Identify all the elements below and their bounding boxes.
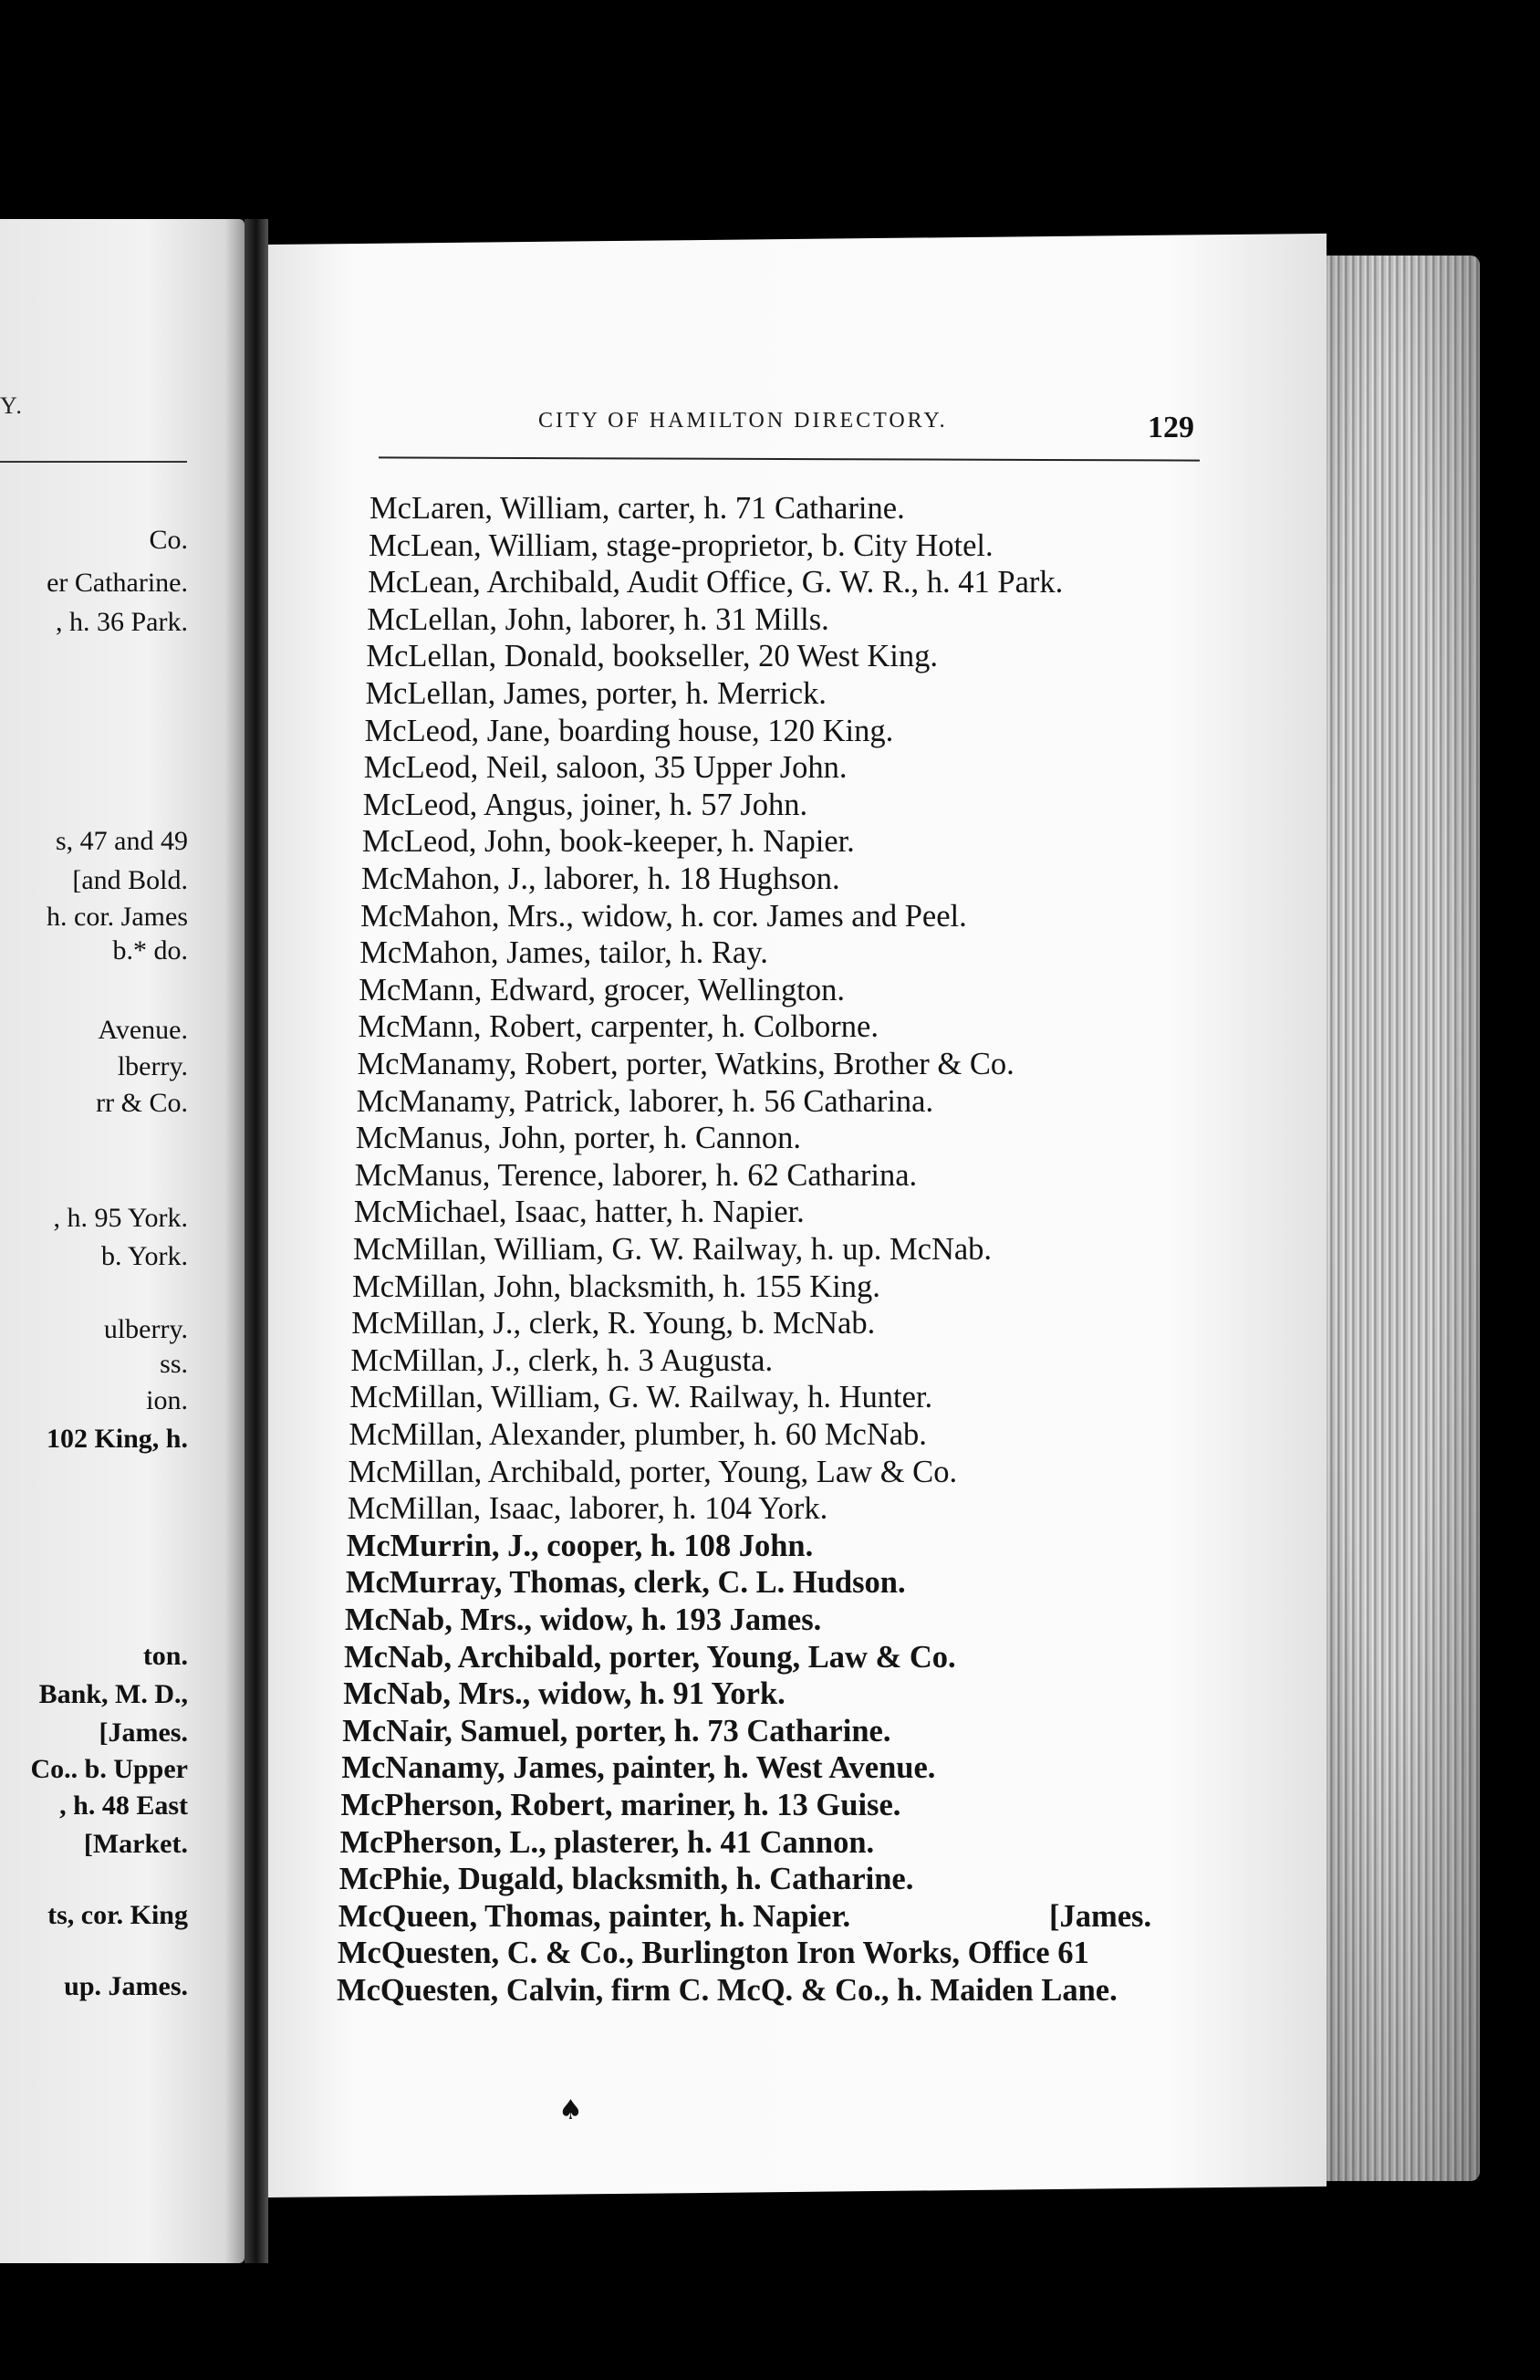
left-page-line: Co.. b. Upper (30, 1754, 188, 1784)
directory-entry: McLeod, Angus, joiner, h. 57 John. (362, 787, 808, 822)
left-page-line: 102 King, h. (46, 1424, 188, 1454)
directory-entry: McNair, Samuel, porter, h. 73 Catharine. (342, 1713, 891, 1748)
left-page-line: , h. 48 East (59, 1790, 188, 1821)
directory-entry: McLeod, Neil, saloon, 35 Upper John. (363, 750, 848, 786)
directory-entry: McManamy, Robert, porter, Watkins, Brother & Co. (357, 1047, 1015, 1081)
left-page-line: h. cor. James (47, 902, 188, 932)
directory-entry: McLellan, Donald, bookseller, 20 West King. (366, 639, 939, 674)
left-page-line: ion. (146, 1385, 188, 1415)
directory-entry: McPherson, Robert, mariner, h. 13 Guise. (340, 1788, 901, 1822)
directory-entry: McMann, Edward, grocer, Wellington. (359, 972, 845, 1007)
directory-entry: McQueen, Thomas, painter, h. Napier. (338, 1898, 851, 1934)
directory-entry: McManamy, Patrick, laborer, h. 56 Catharina. (356, 1083, 934, 1119)
directory-entry: McMahon, James, tailor, h. Ray. (359, 935, 768, 971)
directory-entry: McMurray, Thomas, clerk, C. L. Hudson. (345, 1565, 906, 1601)
printer-ornament: ♠ (558, 2094, 583, 2126)
directory-entry: McNab, Mrs., widow, h. 91 York. (343, 1676, 786, 1712)
left-page-line: [and Bold. (72, 865, 188, 895)
directory-entry: McMillan, William, G. W. Railway, h. up. McNab. (353, 1232, 993, 1267)
directory-entry: McLellan, John, laborer, h. 31 Mills. (367, 601, 829, 637)
directory-entry: McMichael, Isaac, hatter, h. Napier. (353, 1195, 805, 1230)
left-page-line: [James. (99, 1717, 188, 1748)
directory-entry: McMillan, Archibald, porter, Young, Law & Co. (348, 1454, 958, 1489)
directory-entry: McMillan, William, G. W. Railway, h. Hunter. (349, 1380, 933, 1415)
directory-entry: McNab, Mrs., widow, h. 193 James. (345, 1602, 822, 1637)
directory-entry: McMillan, J., clerk, h. 3 Augusta. (350, 1342, 774, 1378)
directory-entry: McMillan, Isaac, laborer, h. 104 York. (347, 1491, 828, 1527)
directory-entry: McMurrin, J., cooper, h. 108 John. (346, 1528, 814, 1563)
directory-entry: McManus, Terence, laborer, h. 62 Catharina. (354, 1157, 918, 1193)
left-page-line: [Market. (83, 1829, 188, 1859)
directory-entry: McMillan, John, blacksmith, h. 155 King. (352, 1268, 880, 1304)
directory-entry: McQuesten, Calvin, firm C. McQ. & Co., h. Maiden Lane. (337, 1973, 1118, 2008)
directory-entry: McMann, Robert, carpenter, h. Colborne. (358, 1009, 879, 1045)
left-page-line: Avenue. (98, 1015, 188, 1045)
directory-entry: McLeod, Jane, boarding house, 120 King. (364, 713, 894, 748)
directory-entry: McNab, Archibald, porter, Young, Law & Co. (344, 1639, 956, 1675)
left-page-line: ts, cor. King (47, 1900, 188, 1930)
left-page-line: up. James. (64, 1971, 188, 2001)
directory-entry: McLeod, John, book-keeper, h. Napier. (361, 824, 855, 860)
left-page-line: Bank, M. D., (38, 1679, 188, 1709)
left-page-line: ss. (160, 1349, 188, 1379)
bracket-note: [James. (1049, 1898, 1152, 1934)
left-page-line: , h. 36 Park. (56, 607, 188, 637)
left-page-line: ton. (142, 1641, 188, 1671)
left-page-line: lberry. (117, 1051, 188, 1081)
left-page-line: b.* do. (112, 935, 188, 966)
directory-entry: McMillan, J., clerk, R. Young, b. McNab. (351, 1306, 876, 1341)
directory-entry: McQuesten, C. & Co., Burlington Iron Works, Office 61 (337, 1936, 1089, 1971)
directory-entry: McMahon, J., laborer, h. 18 Hughson. (361, 861, 840, 896)
directory-entry: McPherson, L., plasterer, h. 41 Cannon. (339, 1824, 875, 1860)
left-page-line: rr & Co. (96, 1088, 188, 1118)
directory-entry: McLaren, William, carter, h. 71 Catharine. (369, 491, 905, 526)
page-number: 129 (1148, 411, 1194, 444)
left-page-line: b. York. (100, 1241, 188, 1271)
directory-entry: McLean, Archibald, Audit Office, G. W. R., h. 41 Park. (368, 565, 1064, 600)
directory-entry: McMillan, Alexander, plumber, h. 60 McNab. (349, 1417, 927, 1452)
left-page-line: Co. (149, 525, 188, 555)
directory-entry: McMahon, Mrs., widow, h. cor. James and Peel. (360, 898, 967, 934)
directory-entry: McLellan, James, porter, h. Merrick. (365, 676, 827, 711)
running-head: CITY OF HAMILTON DIRECTORY. (538, 409, 948, 433)
directory-entry: McNanamy, James, painter, h. West Avenue. (341, 1750, 936, 1786)
directory-entry: McLean, William, stage-proprietor, b. City Hotel. (369, 527, 994, 563)
directory-entry: McManus, John, porter, h. Cannon. (355, 1121, 801, 1156)
left-running-head: Y. (0, 392, 24, 419)
left-page-line: ulberry. (103, 1314, 188, 1344)
left-page-line: , h. 95 York. (53, 1203, 188, 1233)
left-page-line: er Catharine. (47, 568, 188, 598)
directory-entry: McPhie, Dugald, blacksmith, h. Catharine. (338, 1862, 914, 1897)
left-page-line: s, 47 and 49 (56, 826, 188, 856)
